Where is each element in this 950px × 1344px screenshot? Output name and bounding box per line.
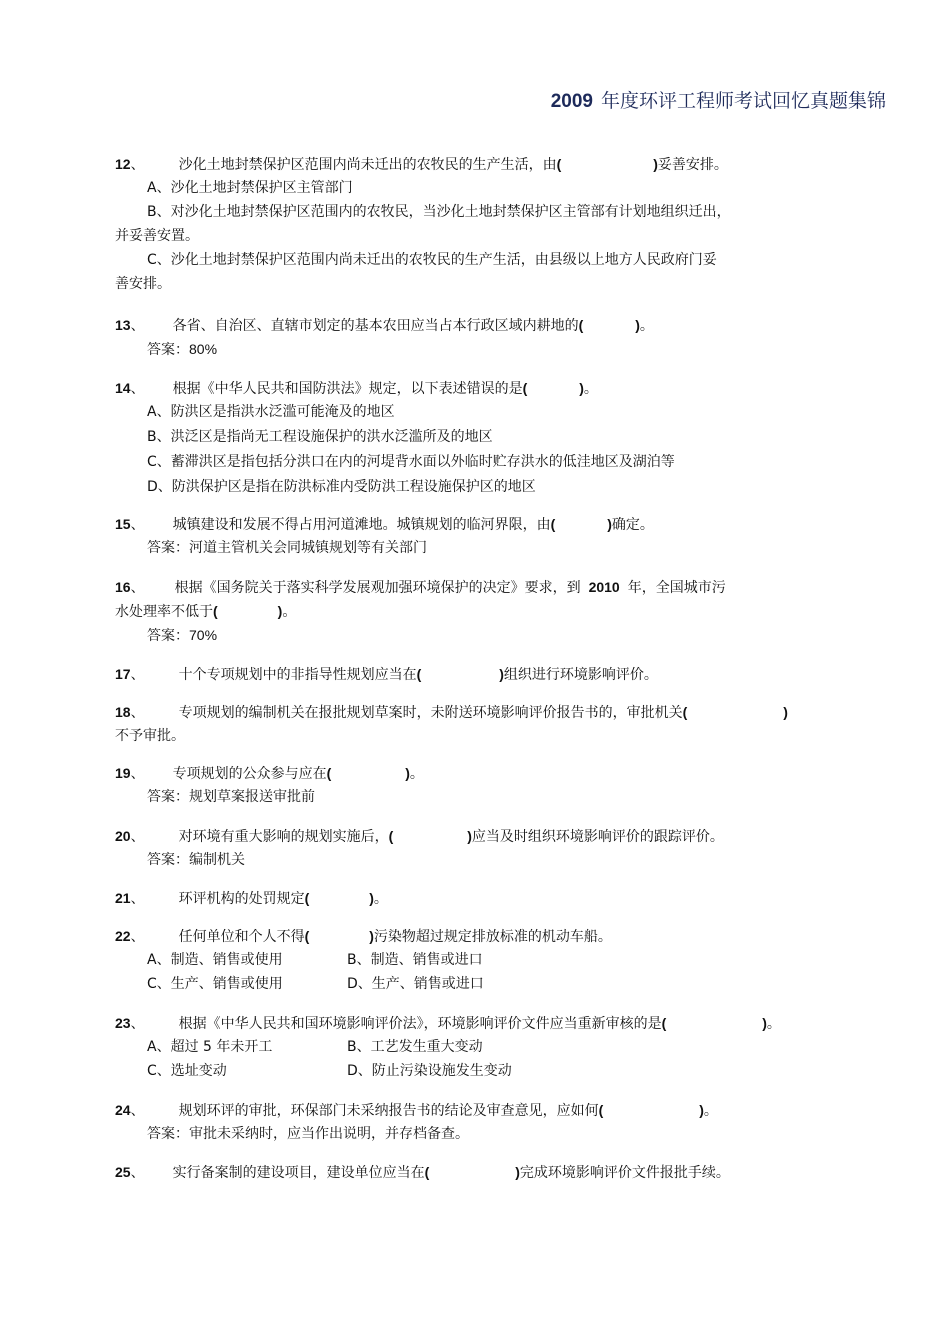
paren-close: ): [607, 516, 612, 532]
question-text-end: 。: [373, 891, 388, 907]
option-a: A、制造、销售或使用: [147, 952, 283, 968]
question-25: [115, 1160, 845, 1184]
option-b: B、对沙化土地封禁保护区范围内的农牧民，当沙化土地封禁保护区主管部有计划地组织迁出，: [147, 204, 731, 220]
question-text-end: 污染物超过规定排放标准的机动车船。: [373, 929, 612, 945]
question-23: [115, 1011, 845, 1083]
answer-value: 70%: [189, 627, 218, 643]
question-text: 专项规划的编制机关在报批规划草案时，未附送环境影响评价报告书的，审批机关: [178, 705, 683, 721]
question-13: [115, 313, 845, 361]
question-20: [115, 824, 845, 872]
question-number: 15: [115, 516, 131, 532]
question-14: [115, 376, 845, 500]
question-21: [115, 886, 845, 910]
option-a: A、沙化土地封禁保护区主管部门: [147, 180, 353, 196]
question-year: 2010: [588, 579, 620, 595]
answer-label: 答案：: [147, 628, 189, 644]
question-15: [115, 512, 845, 560]
question-text-end: 。: [766, 1016, 781, 1032]
question-text: 实行备案制的建设项目，建设单位应当在: [172, 1165, 425, 1181]
question-text-end: 组织进行环境影响评价。: [503, 667, 658, 683]
option-c: C、沙化土地封禁保护区范围内尚未迁出的农牧民的生产生活，由县级以上地方人民政府门妥: [147, 252, 717, 268]
question-text-end: 。: [703, 1103, 718, 1119]
paren-open: (: [416, 666, 422, 682]
question-text-end: 。: [282, 604, 297, 620]
question-number: 16: [115, 579, 131, 595]
paren-close: ): [579, 380, 584, 396]
option-a: A、超过 5 年未开工: [147, 1039, 273, 1055]
paren-close: ): [635, 317, 640, 333]
answer-label: 答案：: [147, 540, 189, 556]
paren-close: ): [783, 704, 788, 720]
question-number: 12: [115, 156, 131, 172]
answer-value: 审批未采纳时，应当作出说明，并存档备查。: [189, 1126, 469, 1142]
paren-close: ): [515, 1164, 520, 1180]
document-header: [551, 86, 886, 113]
paren-close: ): [699, 1102, 704, 1118]
paren-close: ): [369, 890, 374, 906]
question-text-end: 。: [583, 381, 598, 397]
question-separator: 、: [130, 517, 145, 533]
question-text-end: 。: [409, 766, 424, 782]
paren-open: (: [661, 1015, 667, 1031]
question-16: [115, 575, 845, 647]
question-number: 21: [115, 890, 131, 906]
question-separator: 、: [130, 318, 145, 334]
paren-close: ): [653, 156, 658, 172]
question-separator: 、: [130, 580, 145, 596]
question-number: 20: [115, 828, 131, 844]
question-text: 环评机构的处罚规定: [178, 891, 305, 907]
answer-label: 答案：: [147, 789, 189, 805]
paren-open: (: [598, 1102, 604, 1118]
question-separator: 、: [130, 157, 145, 173]
header-year: 2009: [550, 91, 593, 112]
question-text-end: 确定。: [611, 517, 654, 533]
paren-open: (: [682, 704, 688, 720]
paren-close: ): [405, 765, 410, 781]
question-18: [115, 700, 845, 748]
option-d: D、生产、销售或进口: [347, 976, 484, 992]
paren-close: ): [762, 1015, 767, 1031]
question-separator: 、: [130, 1165, 145, 1181]
question-number: 24: [115, 1102, 131, 1118]
option-b-continued: 并妥善安置。: [115, 228, 199, 244]
question-number: 18: [115, 704, 131, 720]
answer-line: [115, 536, 845, 560]
question-17: [115, 662, 845, 686]
question-text: 根据《国务院关于落实科学发展观加强环境保护的决定》要求，到: [174, 580, 581, 596]
option-b: B、制造、销售或进口: [347, 952, 483, 968]
answer-label: 答案：: [147, 852, 189, 868]
question-number: 23: [115, 1015, 131, 1031]
question-text-end: 完成环境影响评价文件报批手续。: [519, 1165, 730, 1181]
paren-open: (: [388, 828, 394, 844]
option-c: C、蓄滞洪区是指包括分洪口在内的河堤背水面以外临时贮存洪水的低洼地区及湖泊等: [147, 454, 675, 470]
option-c: C、生产、销售或使用: [147, 976, 283, 992]
option-b: B、工艺发生重大变动: [347, 1039, 483, 1055]
answer-line: [115, 623, 845, 647]
question-text: 根据《中华人民共和国环境影响评价法》，环境影响评价文件应当重新审核的是: [178, 1016, 662, 1032]
paren-open: (: [424, 1164, 430, 1180]
paren-close: ): [369, 928, 374, 944]
paren-open: (: [556, 156, 562, 172]
question-number: 22: [115, 928, 131, 944]
option-d: D、防止污染设施发生变动: [347, 1063, 512, 1079]
question-number: 17: [115, 666, 131, 682]
option-c: C、选址变动: [147, 1063, 227, 1079]
answer-value: 河道主管机关会同城镇规划等有关部门: [189, 540, 427, 556]
question-separator: 、: [130, 667, 145, 683]
question-number: 25: [115, 1164, 131, 1180]
question-text-end: 妥善安排。: [657, 157, 728, 173]
paren-close: ): [467, 828, 472, 844]
answer-line: [115, 337, 845, 361]
paren-open: (: [522, 380, 528, 396]
question-19: [115, 761, 845, 809]
option-b: B、洪泛区是指尚无工程设施保护的洪水泛滥所及的地区: [147, 429, 493, 445]
question-text-end: 。: [639, 318, 654, 334]
question-24: [115, 1098, 845, 1146]
question-separator: 、: [130, 705, 145, 721]
question-number: 13: [115, 317, 131, 333]
question-separator: 、: [130, 1016, 145, 1032]
question-number: 19: [115, 765, 131, 781]
option-a: A、防洪区是指洪水泛滥可能淹及的地区: [147, 404, 395, 420]
question-separator: 、: [130, 829, 145, 845]
answer-value: 80%: [189, 341, 218, 357]
question-text-end: 不予审批。: [115, 728, 185, 744]
question-text: 任何单位和个人不得: [178, 929, 305, 945]
option-d: D、防洪保护区是指在防洪标准内受防洪工程设施保护区的地区: [147, 479, 536, 495]
paren-close: ): [277, 603, 283, 619]
question-text: 根据《中华人民共和国防洪法》规定，以下表述错误的是: [172, 381, 523, 397]
paren-close: ): [499, 666, 504, 682]
question-text-line2: 水处理率不低于: [115, 604, 213, 620]
paren-open: (: [550, 516, 556, 532]
answer-value: 规划草案报送审批前: [189, 789, 315, 805]
question-text: 各省、自治区、直辖市划定的基本农田应当占本行政区域内耕地的: [172, 318, 579, 334]
paren-open: (: [304, 890, 310, 906]
question-number: 14: [115, 380, 131, 396]
question-22: [115, 924, 845, 996]
question-text: 城镇建设和发展不得占用河道滩地。城镇规划的临河界限，由: [172, 517, 551, 533]
answer-line: [115, 848, 845, 872]
question-separator: 、: [130, 929, 145, 945]
paren-open: (: [578, 317, 584, 333]
question-text-end: 应当及时组织环境影响评价的跟踪评价。: [471, 829, 724, 845]
paren-open: (: [326, 765, 332, 781]
paren-open: (: [213, 603, 218, 619]
question-text: 十个专项规划中的非指导性规划应当在: [178, 667, 417, 683]
question-text: 专项规划的公众参与应在: [172, 766, 327, 782]
question-text-cont: 年，全国城市污: [627, 580, 726, 596]
answer-label: 答案：: [147, 342, 189, 358]
question-text: 规划环评的审批，环保部门未采纳报告书的结论及审查意见，应如何: [178, 1103, 599, 1119]
answer-line: [115, 785, 845, 809]
answer-line: [115, 1122, 845, 1146]
question-separator: 、: [130, 891, 145, 907]
paren-open: (: [304, 928, 310, 944]
question-text: 对环境有重大影响的规划实施后，: [178, 829, 389, 845]
question-12: [115, 152, 845, 296]
question-separator: 、: [130, 766, 145, 782]
header-title: 年度环评工程师考试回忆真题集锦: [600, 90, 886, 112]
answer-value: 编制机关: [189, 852, 245, 868]
question-separator: 、: [130, 381, 145, 397]
question-text: 沙化土地封禁保护区范围内尚未迁出的农牧民的生产生活，由: [178, 157, 557, 173]
option-c-continued: 善安排。: [115, 276, 171, 292]
answer-label: 答案：: [147, 1126, 189, 1142]
question-separator: 、: [130, 1103, 145, 1119]
